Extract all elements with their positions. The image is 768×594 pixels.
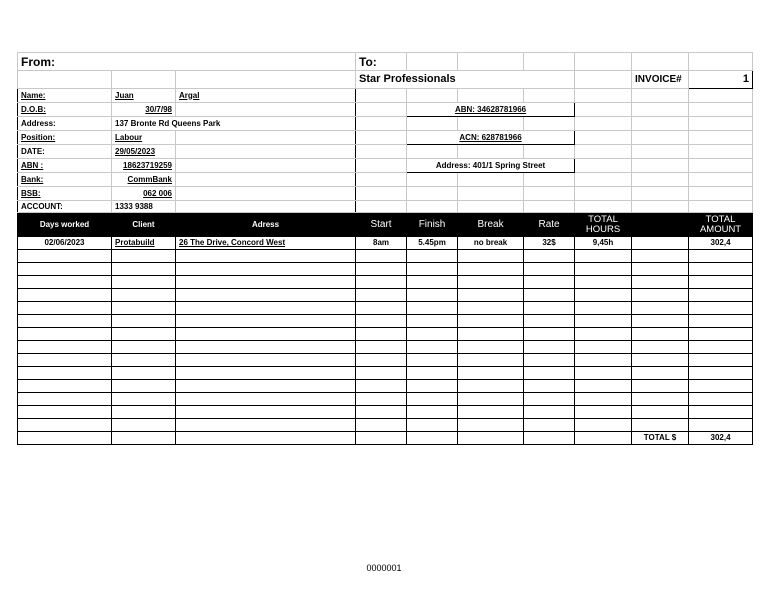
header-row-1 [18,53,753,71]
client-acn: ACN: 628781966 [407,131,575,145]
from-label: From: [18,53,356,71]
account-value: 1333 9388 [112,201,176,213]
col-total-amount: TOTAL AMOUNT [689,213,753,237]
client-abn: ABN: 34628781966 [407,103,575,117]
col-finish: Finish [407,213,458,237]
row-client: Protabuild [112,237,176,250]
empty-row [18,354,753,367]
invoice-label: INVOICE# [632,71,689,89]
date-label: DATE: [18,145,112,159]
date-value: 29/05/2023 [112,145,176,159]
col-adress: Adress [176,213,356,237]
bsb-value: 062 006 [112,187,176,201]
row-amount: 302,4 [689,237,753,250]
name-label: Name: [18,89,112,103]
row-date: 02/06/2023 [18,237,112,250]
account-label: ACCOUNT: [18,201,112,213]
empty-row [18,419,753,432]
col-rate: Rate [524,213,575,237]
row-rate: 32$ [524,237,575,250]
header-row-2 [18,71,753,89]
abn-label: ABN : [18,159,112,173]
empty-row [18,276,753,289]
col-start: Start [356,213,407,237]
bank-label: Bank: [18,173,112,187]
col-break: Break [458,213,524,237]
table-row [18,237,753,250]
empty-row [18,302,753,315]
position-label: Position: [18,131,112,145]
col-client: Client [112,213,176,237]
total-row [18,432,753,445]
empty-row [18,328,753,341]
row-finish: 5.45pm [407,237,458,250]
name-first: Juan [112,89,176,103]
invoice-number: 1 [689,71,753,89]
row-start: 8am [356,237,407,250]
address-label: Address: [18,117,112,131]
empty-row [18,263,753,276]
empty-row [18,406,753,419]
dob-value: 30/7/98 [112,103,176,117]
invoice-table [17,52,753,445]
abn-value: 18623719259 [112,159,176,173]
client-address: Address: 401/1 Spring Street [407,159,575,173]
empty-row [18,341,753,354]
address-value: 137 Bronte Rd Queens Park [112,117,356,131]
bank-value: CommBank [112,173,176,187]
name-last: Argal [176,89,356,103]
dob-label: D.O.B: [18,103,112,117]
page-number: 0000001 [366,563,402,573]
to-label: To: [356,53,407,71]
row-break: no break [458,237,524,250]
col-total-hours: TOTAL HOURS [575,213,632,237]
company-name: Star Professionals [356,71,575,89]
bsb-label: BSB: [18,187,112,201]
empty-row [18,367,753,380]
empty-row [18,289,753,302]
col-days-worked: Days worked [18,213,112,237]
position-value: Labour [112,131,176,145]
invoice-sheet [17,52,752,445]
empty-row [18,250,753,263]
empty-row [18,315,753,328]
total-label: TOTAL $ [632,432,689,445]
row-address: 26 The Drive, Concord West [176,237,356,250]
row-hours: 9,45h [575,237,632,250]
empty-row [18,380,753,393]
column-header-row [18,213,753,237]
total-value: 302,4 [689,432,753,445]
empty-row [18,393,753,406]
